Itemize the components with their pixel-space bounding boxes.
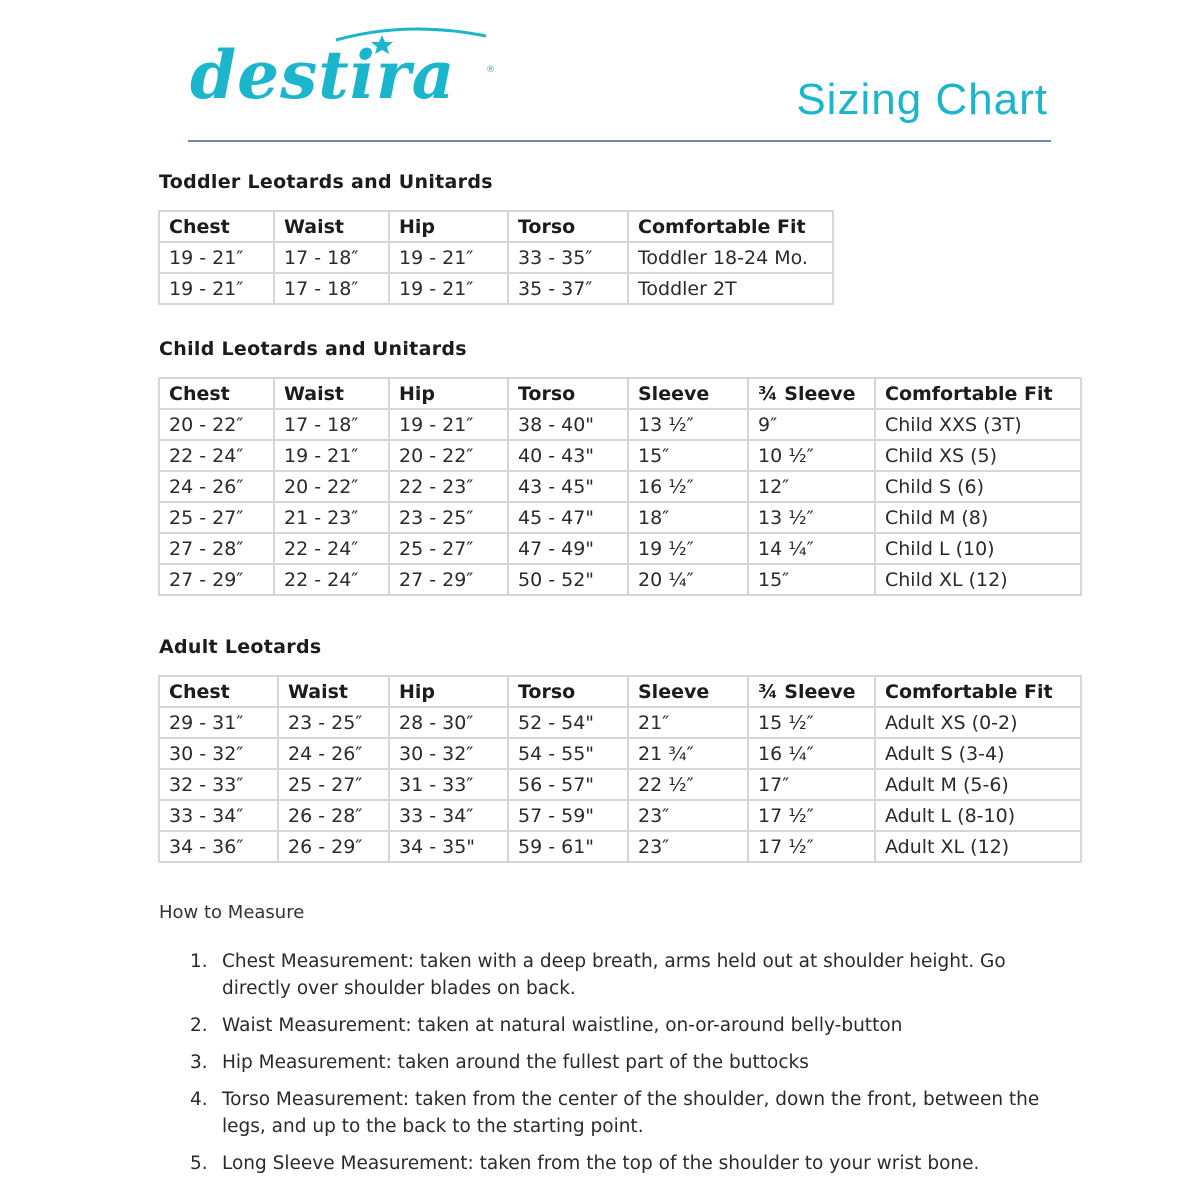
table-cell: 22 - 23″ (389, 471, 508, 502)
table-cell: 19 - 21″ (274, 440, 389, 471)
table-cell: Adult M (5-6) (875, 769, 1081, 800)
table-cell: 23 - 25″ (278, 707, 389, 738)
table-cell: 17″ (748, 769, 875, 800)
column-header: ¾ Sleeve (748, 378, 875, 409)
table-cell: Toddler 2T (628, 273, 833, 304)
table-cell: 17 - 18″ (274, 242, 389, 273)
table-cell: 19 - 21″ (389, 409, 508, 440)
measure-item-number: 3. (190, 1052, 208, 1073)
how-to-measure-list (190, 948, 1060, 1187)
table-cell: 13 ½″ (748, 502, 875, 533)
table-cell: 17 - 18″ (274, 273, 389, 304)
column-header: Torso (508, 676, 628, 707)
column-header: Waist (278, 676, 389, 707)
table-cell: 20 - 22″ (389, 440, 508, 471)
table-cell: 30 - 32″ (159, 738, 278, 769)
column-header: ¾ Sleeve (748, 676, 875, 707)
table-cell: Child XL (12) (875, 564, 1081, 595)
table-cell: 13 ½″ (628, 409, 748, 440)
column-header: Comfortable Fit (628, 211, 833, 242)
how-to-measure-title: How to Measure (159, 902, 305, 923)
destira-logo (186, 22, 506, 112)
table-cell: 50 - 52" (508, 564, 628, 595)
table-row (159, 409, 1081, 440)
table-cell: 33 - 35″ (508, 242, 628, 273)
table-cell: 27 - 29″ (389, 564, 508, 595)
measure-item-number: 5. (190, 1153, 208, 1174)
measure-item-text: Waist Measurement: taken at natural waistline, on-or-around belly-button (222, 1015, 903, 1036)
table-header-row (159, 211, 833, 242)
table-cell: 19 - 21″ (159, 242, 274, 273)
table-cell: 25 - 27″ (159, 502, 274, 533)
table-cell: 22 - 24″ (274, 533, 389, 564)
table-cell: 10 ½″ (748, 440, 875, 471)
table-cell: 25 - 27″ (278, 769, 389, 800)
table-header-row (159, 378, 1081, 409)
table-cell: 32 - 33″ (159, 769, 278, 800)
table-cell: 43 - 45" (508, 471, 628, 502)
table-cell: 17 ½″ (748, 831, 875, 862)
table-row (159, 242, 833, 273)
column-header: Chest (159, 211, 274, 242)
table-cell: 34 - 35" (389, 831, 508, 862)
table-cell: 52 - 54" (508, 707, 628, 738)
measure-item (190, 948, 1060, 1002)
column-header: Chest (159, 676, 278, 707)
column-header: Waist (274, 378, 389, 409)
table-cell: 16 ½″ (628, 471, 748, 502)
table-cell: Adult XL (12) (875, 831, 1081, 862)
table-cell: 59 - 61" (508, 831, 628, 862)
table-cell: 54 - 55" (508, 738, 628, 769)
table-cell: 23″ (628, 831, 748, 862)
table-row (159, 502, 1081, 533)
table-header-row (159, 676, 1081, 707)
table-cell: 15″ (628, 440, 748, 471)
table-cell: Adult XS (0-2) (875, 707, 1081, 738)
table-cell: 31 - 33″ (389, 769, 508, 800)
measure-item (190, 1012, 1060, 1039)
table-cell: Child L (10) (875, 533, 1081, 564)
table-cell: 21″ (628, 707, 748, 738)
measure-item (190, 1150, 1060, 1177)
table-cell: 16 ¼″ (748, 738, 875, 769)
table-cell: 47 - 49" (508, 533, 628, 564)
table-row (159, 440, 1081, 471)
table-cell: 40 - 43" (508, 440, 628, 471)
table-cell: 24 - 26″ (159, 471, 274, 502)
table-cell: 26 - 29″ (278, 831, 389, 862)
table-cell: 22 - 24″ (274, 564, 389, 595)
section-title-toddler: Toddler Leotards and Unitards (159, 171, 493, 193)
table-cell: Child XS (5) (875, 440, 1081, 471)
column-header: Chest (159, 378, 274, 409)
table-cell: 26 - 28″ (278, 800, 389, 831)
table-cell: 27 - 28″ (159, 533, 274, 564)
table-cell: Adult S (3-4) (875, 738, 1081, 769)
table-row (159, 533, 1081, 564)
table-cell: 19 - 21″ (389, 273, 508, 304)
table-cell: 15″ (748, 564, 875, 595)
table-cell: 56 - 57" (508, 769, 628, 800)
table-cell: 33 - 34″ (389, 800, 508, 831)
section-title-adult: Adult Leotards (159, 636, 322, 658)
table-cell: 21 ¾″ (628, 738, 748, 769)
measure-item-text: Long Sleeve Measurement: taken from the top of the shoulder to your wrist bone. (222, 1153, 980, 1174)
table-cell: 20 ¼″ (628, 564, 748, 595)
table-cell: 22 - 24″ (159, 440, 274, 471)
column-header: Hip (389, 378, 508, 409)
table-cell: 57 - 59" (508, 800, 628, 831)
table-cell: 35 - 37″ (508, 273, 628, 304)
measure-item-text: Torso Measurement: taken from the center of the shoulder, down the front, between the legs, and up to the back to the starting point. (222, 1089, 1040, 1137)
table-cell: 30 - 32″ (389, 738, 508, 769)
section-title-child: Child Leotards and Unitards (159, 338, 467, 360)
table-cell: 17 ½″ (748, 800, 875, 831)
measure-item-text: Hip Measurement: taken around the fullest part of the buttocks (222, 1052, 809, 1073)
adult-size-table (158, 675, 1082, 863)
measure-item-text: Chest Measurement: taken with a deep breath, arms held out at shoulder height. Go directly over shoulder blades on back. (222, 951, 1006, 999)
column-header: Sleeve (628, 378, 748, 409)
table-cell: Child XXS (3T) (875, 409, 1081, 440)
child-size-table (158, 377, 1082, 596)
table-cell: 29 - 31″ (159, 707, 278, 738)
table-cell: 25 - 27″ (389, 533, 508, 564)
column-header: Hip (389, 676, 508, 707)
measure-item (190, 1049, 1060, 1076)
table-cell: Child S (6) (875, 471, 1081, 502)
table-cell: Adult L (8-10) (875, 800, 1081, 831)
table-cell: 23″ (628, 800, 748, 831)
table-cell: Child M (8) (875, 502, 1081, 533)
table-cell: 15 ½″ (748, 707, 875, 738)
destira-logo-graphic (186, 22, 506, 112)
toddler-size-table (158, 210, 834, 305)
table-cell: 20 - 22″ (159, 409, 274, 440)
table-cell: 9″ (748, 409, 875, 440)
column-header: Torso (508, 378, 628, 409)
table-cell: 22 ½″ (628, 769, 748, 800)
table-cell: 33 - 34″ (159, 800, 278, 831)
table-row (159, 273, 833, 304)
column-header: Torso (508, 211, 628, 242)
page-title: Sizing Chart (796, 75, 1048, 124)
table-row (159, 831, 1081, 862)
column-header: Comfortable Fit (875, 378, 1081, 409)
svg-text:®: ® (486, 65, 495, 75)
table-cell: 34 - 36″ (159, 831, 278, 862)
table-cell: 19 - 21″ (159, 273, 274, 304)
measure-item-number: 2. (190, 1015, 208, 1036)
svg-text:destira: destira (190, 36, 456, 112)
table-cell: 28 - 30″ (389, 707, 508, 738)
table-cell: 45 - 47" (508, 502, 628, 533)
table-cell: 19 ½″ (628, 533, 748, 564)
table-cell: Toddler 18-24 Mo. (628, 242, 833, 273)
table-cell: 21 - 23″ (274, 502, 389, 533)
table-cell: 12″ (748, 471, 875, 502)
table-cell: 14 ¼″ (748, 533, 875, 564)
table-cell: 18″ (628, 502, 748, 533)
table-row (159, 800, 1081, 831)
column-header: Sleeve (628, 676, 748, 707)
table-row (159, 564, 1081, 595)
measure-item-number: 1. (190, 951, 208, 972)
table-cell: 20 - 22″ (274, 471, 389, 502)
table-cell: 24 - 26″ (278, 738, 389, 769)
table-row (159, 707, 1081, 738)
column-header: Comfortable Fit (875, 676, 1081, 707)
table-cell: 23 - 25″ (389, 502, 508, 533)
table-cell: 38 - 40" (508, 409, 628, 440)
table-row (159, 769, 1081, 800)
column-header: Hip (389, 211, 508, 242)
table-cell: 17 - 18″ (274, 409, 389, 440)
table-cell: 19 - 21″ (389, 242, 508, 273)
table-cell: 27 - 29″ (159, 564, 274, 595)
column-header: Waist (274, 211, 389, 242)
header-divider (188, 140, 1051, 142)
measure-item (190, 1086, 1060, 1140)
table-row (159, 471, 1081, 502)
table-row (159, 738, 1081, 769)
measure-item-number: 4. (190, 1089, 208, 1110)
